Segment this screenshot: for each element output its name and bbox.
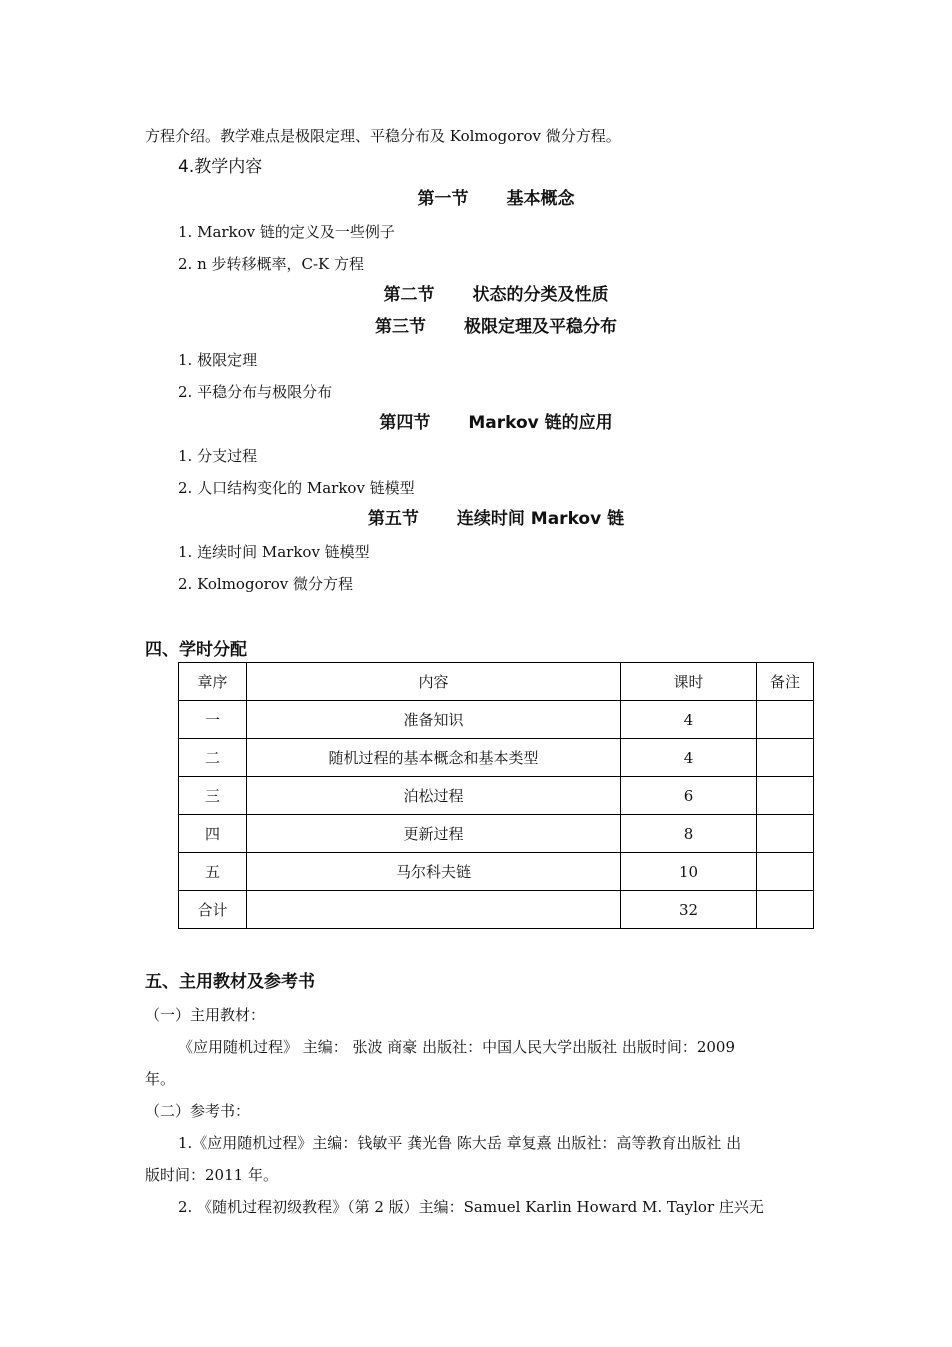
cell-content: 更新过程 <box>247 815 621 853</box>
section-3-heading <box>0 317 952 337</box>
section-3-title: 极限定理及平稳分布 <box>464 317 617 337</box>
section-4-title: Markov 链的应用 <box>468 413 613 433</box>
cell-content: 随机过程的基本概念和基本类型 <box>247 739 621 777</box>
table-total-row <box>179 891 814 929</box>
section-5-heading <box>0 509 952 529</box>
section-5-item-2: 2. Kolmogorov 微分方程 <box>178 575 354 593</box>
cell-hours: 6 <box>621 777 757 815</box>
main-textbook-line-1: 《应用随机过程》 主编： 张波 商豪 出版社：中国人民大学出版社 出版时间：2009 <box>178 1038 736 1056</box>
section-2-number: 第二节 <box>383 285 435 305</box>
header-chapter: 章序 <box>179 663 247 701</box>
teaching-content-heading: 4.教学内容 <box>178 157 263 177</box>
cell-remarks <box>757 853 814 891</box>
section-4-item-1: 1. 分支过程 <box>178 447 258 465</box>
cell-chapter: 一 <box>179 701 247 739</box>
section-1-number: 第一节 <box>417 189 469 209</box>
cell-hours: 10 <box>621 853 757 891</box>
header-hours: 课时 <box>621 663 757 701</box>
header-remarks: 备注 <box>757 663 814 701</box>
cell-content: 泊松过程 <box>247 777 621 815</box>
cell-chapter: 五 <box>179 853 247 891</box>
textbook-heading: 五、主用教材及参考书 <box>145 972 315 992</box>
section-5-item-1: 1. 连续时间 Markov 链模型 <box>178 543 370 561</box>
table-row <box>179 777 814 815</box>
reference-1-line-1: 1.《应用随机过程》主编：钱敏平 龚光鲁 陈大岳 章复熹 出版社：高等教育出版社 出 <box>178 1134 742 1152</box>
cell-remarks <box>757 701 814 739</box>
hours-table <box>178 662 814 929</box>
cell-remarks <box>757 777 814 815</box>
section-1-item-2: 2. n 步转移概率，C-K 方程 <box>178 255 365 273</box>
cell-remarks <box>757 739 814 777</box>
table-row <box>179 701 814 739</box>
cell-chapter: 二 <box>179 739 247 777</box>
section-2-heading <box>0 285 952 305</box>
main-textbook-line-2: 年。 <box>145 1070 176 1088</box>
cell-remarks <box>757 815 814 853</box>
reference-label: （二）参考书： <box>145 1102 251 1120</box>
cell-remarks <box>757 891 814 929</box>
section-4-heading <box>0 413 952 433</box>
cell-content: 准备知识 <box>247 701 621 739</box>
section-1-heading <box>0 189 952 209</box>
section-3-item-1: 1. 极限定理 <box>178 351 258 369</box>
cell-content <box>247 891 621 929</box>
reference-1-line-2: 版时间：2011 年。 <box>145 1166 278 1184</box>
section-3-item-2: 2. 平稳分布与极限分布 <box>178 383 333 401</box>
section-4-number: 第四节 <box>379 413 431 433</box>
table-row <box>179 853 814 891</box>
section-1-title: 基本概念 <box>506 189 575 209</box>
table-header-row <box>179 663 814 701</box>
reference-2-line-1: 2. 《随机过程初级教程》（第 2 版）主编：Samuel Karlin Howard M. Taylor 庄兴无 <box>178 1198 764 1216</box>
cell-hours: 4 <box>621 701 757 739</box>
cell-chapter: 合计 <box>179 891 247 929</box>
section-3-number: 第三节 <box>375 317 426 337</box>
main-textbook-label: （一）主用教材： <box>145 1006 266 1024</box>
section-5-number: 第五节 <box>367 509 419 529</box>
table-row <box>179 739 814 777</box>
cell-chapter: 三 <box>179 777 247 815</box>
section-4-item-2: 2. 人口结构变化的 Markov 链模型 <box>178 479 415 497</box>
header-content: 内容 <box>247 663 621 701</box>
table-row <box>179 815 814 853</box>
section-5-title: 连续时间 Markov 链 <box>456 509 625 529</box>
cell-hours: 4 <box>621 739 757 777</box>
section-1-item-1: 1. Markov 链的定义及一些例子 <box>178 223 395 241</box>
cell-chapter: 四 <box>179 815 247 853</box>
cell-hours: 8 <box>621 815 757 853</box>
intro-tail-text: 方程介绍。教学难点是极限定理、平稳分布及 Kolmogorov 微分方程。 <box>145 127 621 145</box>
section-2-title: 状态的分类及性质 <box>472 285 609 305</box>
cell-content: 马尔科夫链 <box>247 853 621 891</box>
hours-heading: 四、学时分配 <box>145 640 247 660</box>
cell-hours: 32 <box>621 891 757 929</box>
